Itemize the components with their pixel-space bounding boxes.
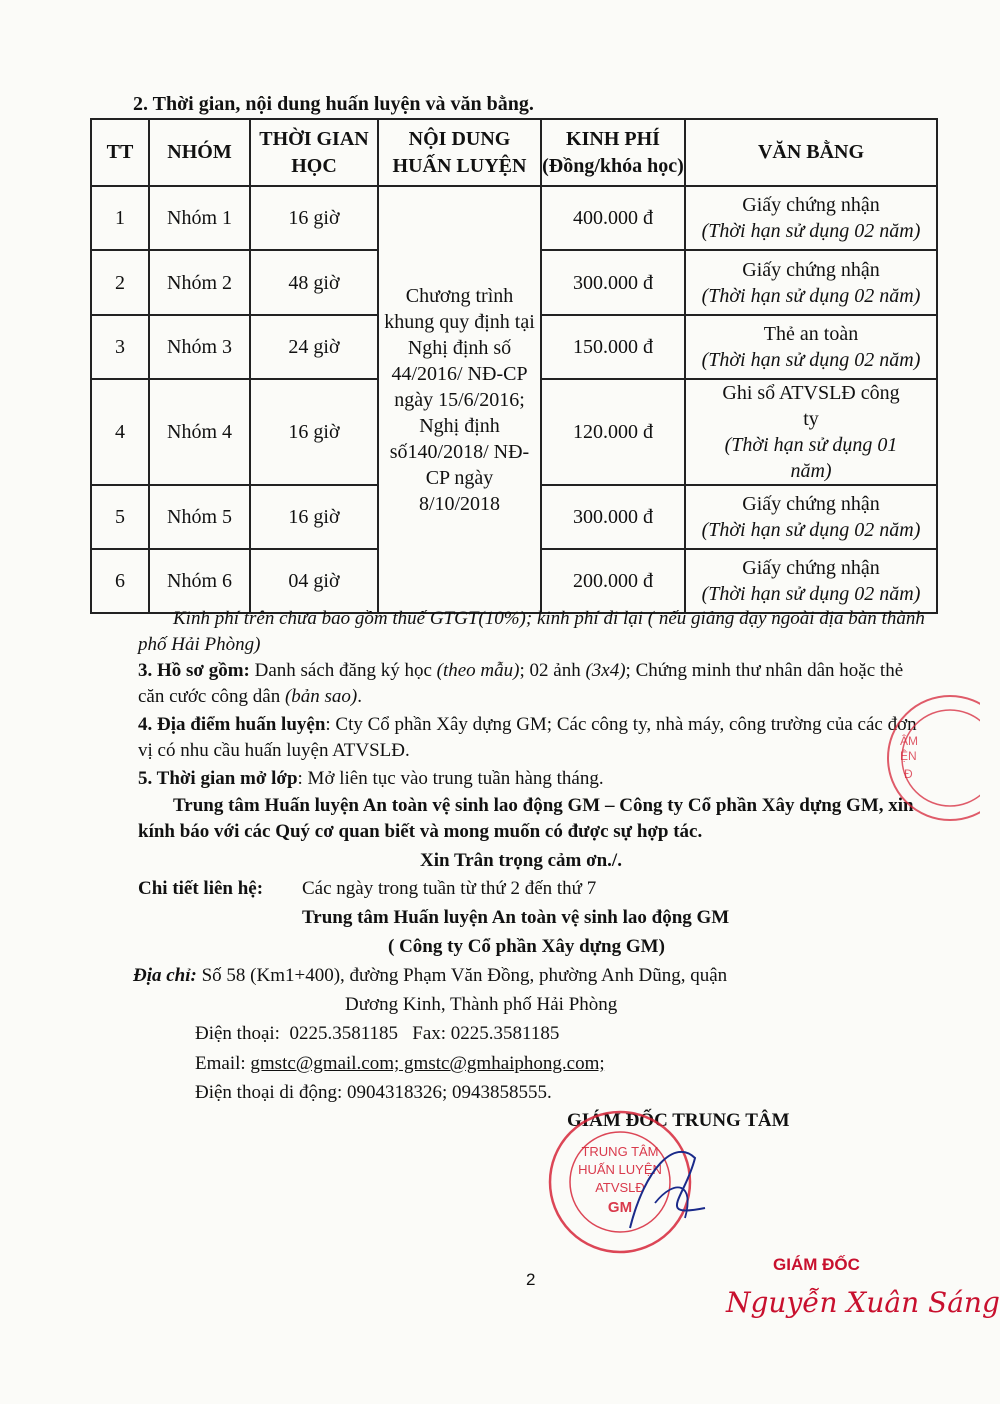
content-line-2: Nghị định số 44/2016/ NĐ-CP ngày 15/6/2016; [391,336,528,411]
fee-note: Kinh phí trên chưa bao gồm thuế GTGT(10%); kinh phí đi lại ( nếu giảng dạy ngoài địa bàn thành phố Hải Phòng) [138,608,925,655]
edge-seal-icon [880,690,980,830]
cell-fee: 400.000 đ [541,186,685,250]
cell-hours: 16 giờ [250,485,378,549]
section-4: 4. Địa điểm huấn luyện: Cty Cổ phần Xây dựng GM; Các công ty, nhà máy, công trường của các đơn vị có nhu cầu huấn luyện ATVSLĐ. [138,714,917,761]
cell-hours: 16 giờ [250,379,378,485]
content-line-3: Nghị định số140/2018/ NĐ-CP ngày 8/10/2018 [389,414,530,515]
cell-tt: 4 [91,379,149,485]
cell-cert: Giấy chứng nhận (Thời hạn sử dụng 02 năm) [685,485,937,549]
cell-fee: 150.000 đ [541,315,685,379]
cell-tt: 2 [91,250,149,315]
section-2-title: 2. Thời gian, nội dung huấn luyện và văn bằng. [133,93,534,115]
signer-title: GIÁM ĐỐC TRUNG TÂM [567,1110,790,1131]
contact-days: Các ngày trong tuần từ thứ 2 đến thứ 7 [302,878,597,899]
cell-hours: 16 giờ [250,186,378,250]
company-seal-icon [535,1108,710,1258]
cell-tt: 1 [91,186,149,250]
cell-tt: 5 [91,485,149,549]
stamp-signer-title: GIÁM ĐỐC [773,1255,860,1274]
content-line-1: Chương trình khung quy định tại [384,284,535,333]
cell-group: Nhóm 2 [149,250,250,315]
header-group: NHÓM [149,119,250,186]
contact-company: ( Công ty Cổ phần Xây dựng GM) [388,936,665,957]
cell-hours: 04 giờ [250,549,378,613]
svg-text:ATVSLĐ: ATVSLĐ [595,1180,645,1195]
cell-cert: Giấy chứng nhận (Thời hạn sử dụng 02 năm) [685,186,937,250]
svg-text:ÂM: ÂM [900,734,918,748]
training-table [90,118,938,614]
svg-text:TRUNG TÂM: TRUNG TÂM [581,1144,659,1159]
cell-tt: 6 [91,549,149,613]
cell-group: Nhóm 1 [149,186,250,250]
cell-fee: 200.000 đ [541,549,685,613]
cell-fee: 300.000 đ [541,485,685,549]
header-content: NỘI DUNG HUẤN LUYỆN [378,119,541,186]
svg-text:GM: GM [607,1199,633,1216]
svg-text:HUẤN LUYỆN: HUẤN LUYỆN [578,1162,662,1177]
section-3: 3. Hồ sơ gồm: Danh sách đăng ký học (theo mẫu); 02 ảnh (3x4); Chứng minh thư nhân dân hoặc thẻ căn cước công dân (bản sao). [138,660,904,707]
email-link[interactable]: gmstc@gmail.com; gmstc@gmhaiphong.com; [250,1053,605,1074]
cell-fee: 300.000 đ [541,250,685,315]
cell-hours: 24 giờ [250,315,378,379]
thanks-line: Xin Trân trọng cảm ơn./. [420,850,622,871]
cell-group: Nhóm 3 [149,315,250,379]
email: Email: gmstc@gmail.com; gmstc@gmhaiphong.com; [195,1053,605,1074]
contact-label: Chi tiết liên hệ: [138,878,264,899]
cell-cert: Thẻ an toàn (Thời hạn sử dụng 02 năm) [685,315,937,379]
header-tt: TT [91,119,149,186]
cell-cert: Giấy chứng nhận (Thời hạn sử dụng 02 năm) [685,549,937,613]
header-fee: KINH PHÍ (Đồng/khóa học) [541,119,685,186]
table-row [91,186,937,250]
header-hours: THỜI GIAN HỌC [250,119,378,186]
cell-fee: 120.000 đ [541,379,685,485]
address-line-2: Dương Kinh, Thành phố Hải Phòng [345,994,618,1015]
cell-hours: 48 giờ [250,250,378,315]
table-header-row [91,119,937,186]
address: Địa chỉ: Số 58 (Km1+400), đường Phạm Văn Đồng, phường Anh Dũng, quận [133,965,728,986]
signer-name: Nguyễn Xuân Sáng [726,1286,1000,1319]
cell-cert: Giấy chứng nhận (Thời hạn sử dụng 02 năm) [685,250,937,315]
cell-cert: Ghi sổ ATVSLĐ công ty (Thời hạn sử dụng 01 năm) [685,379,937,485]
cell-group: Nhóm 6 [149,549,250,613]
section-5: 5. Thời gian mở lớp: Mở liên tục vào trung tuần hàng tháng. [138,768,604,789]
closing-paragraph: Trung tâm Huấn luyện An toàn vệ sinh lao động GM – Công ty Cổ phần Xây dựng GM, xin kính báo với các Quý cơ quan biết và mong muốn có được sự hợp tác. [138,795,914,842]
header-cert: VĂN BẰNG [685,119,937,186]
svg-text:Đ: Đ [904,767,913,781]
phone-fax: Điện thoại: 0225.3581185 Fax: 0225.3581185 [195,1023,560,1044]
cell-tt: 3 [91,315,149,379]
cell-content [378,186,541,613]
page-number: 2 [526,1270,536,1289]
mobile-phone: Điện thoại di động: 0904318326; 0943858555. [195,1082,552,1103]
svg-text:ỆN: ỆN [900,749,917,763]
cell-group: Nhóm 4 [149,379,250,485]
contact-center: Trung tâm Huấn luyện An toàn vệ sinh lao động GM [302,907,730,928]
cell-group: Nhóm 5 [149,485,250,549]
